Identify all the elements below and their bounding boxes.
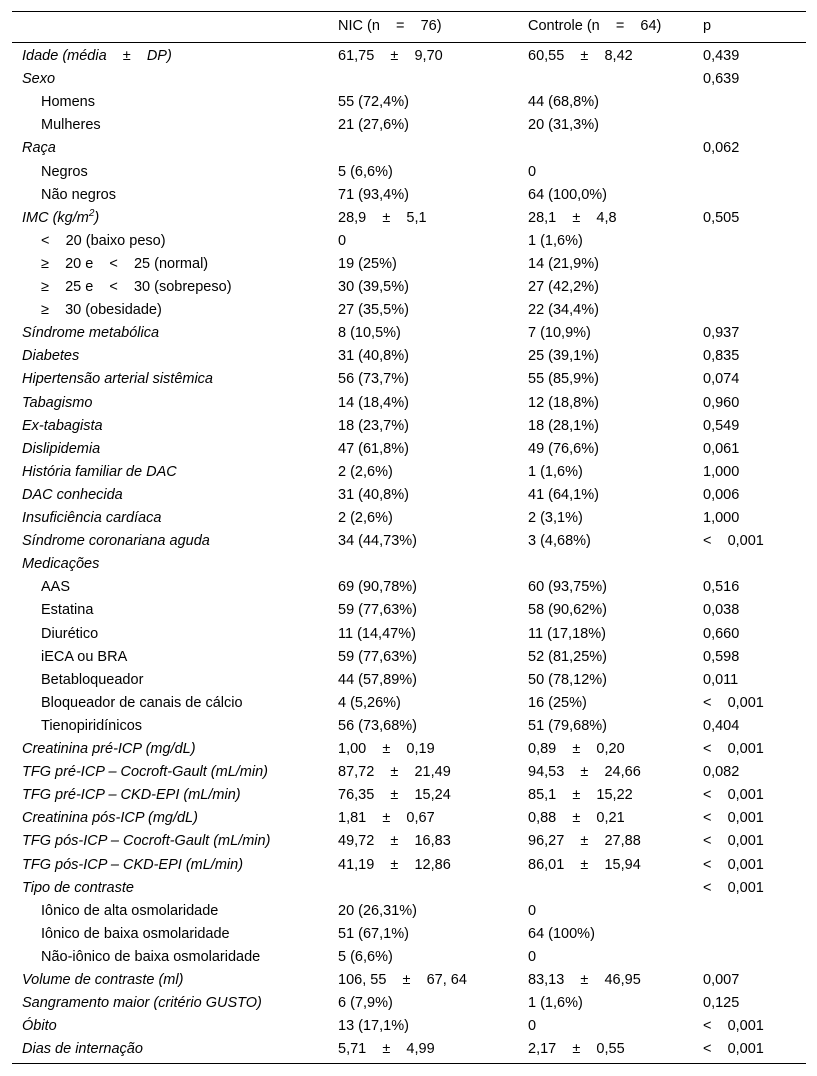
row-p-value: 0,516 bbox=[703, 579, 740, 596]
row-p-value: < 0,001 bbox=[703, 1018, 764, 1035]
header-rule bbox=[12, 42, 806, 43]
row-controle-value: 85,1 ± 15,22 bbox=[528, 787, 633, 804]
row-nic-value: 13 (17,1%) bbox=[338, 1018, 409, 1035]
row-label: Betabloqueador bbox=[41, 671, 144, 688]
row-label: TFG pré-ICP – CKD-EPI (mL/min) bbox=[22, 787, 241, 804]
row-controle-value: 60,55 ± 8,42 bbox=[528, 48, 633, 64]
row-label: Iônico de baixa osmolaridade bbox=[41, 925, 230, 942]
table-row bbox=[12, 322, 806, 345]
table-row bbox=[12, 946, 806, 969]
row-label: Iônico de alta osmolaridade bbox=[41, 902, 219, 919]
row-p-value: < 0,001 bbox=[703, 879, 764, 896]
row-controle-value: 64 (100,0%) bbox=[528, 186, 607, 203]
row-p-value: 0,937 bbox=[703, 325, 740, 342]
table-row bbox=[12, 784, 806, 807]
table-row bbox=[12, 114, 806, 137]
row-nic-value: 20 (26,31%) bbox=[338, 902, 417, 919]
table-row bbox=[12, 345, 806, 368]
row-controle-value: 51 (79,68%) bbox=[528, 717, 607, 734]
row-label: Não-iônico de baixa osmolaridade bbox=[41, 948, 261, 965]
row-controle-value: 18 (28,1%) bbox=[528, 417, 599, 434]
row-label: Tienopiridínicos bbox=[41, 717, 143, 734]
row-label: Óbito bbox=[22, 1018, 57, 1035]
table-row bbox=[12, 461, 806, 484]
table-row bbox=[12, 553, 806, 576]
row-p-value: < 0,001 bbox=[703, 533, 764, 550]
row-nic-value: 19 (25%) bbox=[338, 255, 397, 272]
row-controle-value: 12 (18,8%) bbox=[528, 394, 599, 411]
row-p-value: 0,038 bbox=[703, 602, 740, 619]
row-label: Hipertensão arterial sistêmica bbox=[22, 371, 213, 388]
table-row bbox=[12, 1015, 806, 1038]
row-nic-value: 59 (77,63%) bbox=[338, 602, 417, 619]
row-controle-value: 50 (78,12%) bbox=[528, 671, 607, 688]
row-nic-value: 4 (5,26%) bbox=[338, 694, 401, 711]
row-controle-value: 83,13 ± 46,95 bbox=[528, 972, 641, 988]
row-label: TFG pós-ICP – Cocroft-Gault (mL/min) bbox=[22, 833, 271, 850]
row-controle-value: 0,88 ± 0,21 bbox=[528, 810, 625, 827]
row-nic-value: 61,75 ± 9,70 bbox=[338, 48, 443, 64]
row-nic-value: 30 (39,5%) bbox=[338, 279, 409, 295]
row-p-value: < 0,001 bbox=[703, 856, 764, 873]
row-nic-value: 1,00 ± 0,19 bbox=[338, 741, 435, 757]
row-nic-value: 41,19 ± 12,86 bbox=[338, 856, 451, 873]
row-controle-value: 2,17 ± 0,55 bbox=[528, 1041, 625, 1058]
row-nic-value: 11 (14,47%) bbox=[338, 625, 416, 642]
row-nic-value: 55 (72,4%) bbox=[338, 94, 409, 111]
row-controle-value: 22 (34,4%) bbox=[528, 302, 599, 319]
row-label: Mulheres bbox=[41, 117, 101, 134]
row-p-value: < 0,001 bbox=[703, 694, 764, 711]
row-controle-value: 20 (31,3%) bbox=[528, 117, 599, 134]
row-label: Idade (média ± DP) bbox=[22, 48, 172, 64]
row-label: DAC conhecida bbox=[22, 486, 123, 503]
row-nic-value: 44 (57,89%) bbox=[338, 671, 417, 688]
row-p-value: < 0,001 bbox=[703, 810, 764, 827]
row-label: Medicações bbox=[22, 556, 100, 573]
row-p-value: 0,598 bbox=[703, 648, 740, 665]
table-row bbox=[12, 623, 806, 646]
row-nic-value: 87,72 ± 21,49 bbox=[338, 764, 451, 781]
row-p-value: 1,000 bbox=[703, 510, 740, 526]
row-nic-value: 8 (10,5%) bbox=[338, 325, 401, 342]
row-label: Homens bbox=[41, 94, 95, 111]
row-label: Insuficiência cardíaca bbox=[22, 510, 162, 526]
table-row bbox=[12, 276, 806, 299]
row-nic-value: 5 (6,6%) bbox=[338, 948, 393, 965]
row-label: AAS bbox=[41, 579, 71, 596]
table-row bbox=[12, 761, 806, 784]
row-controle-value: 1 (1,6%) bbox=[528, 463, 583, 480]
row-nic-value: 34 (44,73%) bbox=[338, 533, 417, 550]
row-label: ≥ 20 e < 25 (normal) bbox=[41, 255, 209, 272]
row-p-value: 0,006 bbox=[703, 486, 740, 503]
table-row bbox=[12, 368, 806, 391]
row-p-value: 0,639 bbox=[703, 71, 740, 88]
row-controle-value: 14 (21,9%) bbox=[528, 255, 599, 272]
row-label: Tipo de contraste bbox=[22, 879, 134, 896]
row-nic-value: 2 (2,6%) bbox=[338, 463, 393, 480]
row-nic-value: 51 (67,1%) bbox=[338, 925, 409, 942]
row-nic-value: 47 (61,8%) bbox=[338, 440, 409, 457]
table-row bbox=[12, 715, 806, 738]
header-controle: Controle (n = 64) bbox=[528, 18, 662, 34]
row-nic-value: 5 (6,6%) bbox=[338, 163, 393, 180]
row-controle-value: 11 (17,18%) bbox=[528, 625, 606, 642]
row-p-value: 0,011 bbox=[703, 671, 739, 688]
row-label: Dislipidemia bbox=[22, 440, 101, 457]
row-nic-value: 59 (77,63%) bbox=[338, 648, 417, 665]
table-row bbox=[12, 507, 806, 530]
row-nic-value: 28,9 ± 5,1 bbox=[338, 209, 427, 226]
row-nic-value: 14 (18,4%) bbox=[338, 394, 409, 411]
row-label: Ex-tabagista bbox=[22, 417, 103, 434]
table-row bbox=[12, 45, 806, 68]
table-row bbox=[12, 877, 806, 900]
row-nic-value: 49,72 ± 16,83 bbox=[338, 833, 451, 850]
row-p-value: 0,074 bbox=[703, 371, 740, 388]
table-row bbox=[12, 207, 806, 230]
table-row bbox=[12, 738, 806, 761]
row-label: IMC $(kg/m^2)$ bbox=[22, 207, 100, 226]
row-nic-value: 31 (40,8%) bbox=[338, 348, 409, 365]
table-row bbox=[12, 184, 806, 207]
row-label: < 20 (baixo peso) bbox=[41, 232, 166, 249]
row-label: Creatinina pré-ICP (mg/dL) bbox=[22, 741, 196, 757]
row-nic-value: 21 (27,6%) bbox=[338, 117, 409, 134]
row-p-value: 0,660 bbox=[703, 625, 740, 642]
table-row bbox=[12, 669, 806, 692]
row-p-value: 0,062 bbox=[703, 140, 740, 157]
row-controle-value: 94,53 ± 24,66 bbox=[528, 764, 641, 781]
table-row bbox=[12, 484, 806, 507]
row-nic-value: 18 (23,7%) bbox=[338, 417, 409, 434]
table-row bbox=[12, 830, 806, 853]
row-controle-value: 55 (85,9%) bbox=[528, 371, 599, 388]
table-row bbox=[12, 415, 806, 438]
row-label: Sexo bbox=[22, 71, 56, 88]
row-p-value: 0,835 bbox=[703, 348, 740, 365]
row-label: História familiar de DAC bbox=[22, 463, 177, 480]
row-controle-value: 2 (3,1%) bbox=[528, 510, 583, 526]
row-label: Sangramento maior (critério GUSTO) bbox=[22, 995, 262, 1012]
row-nic-value: 1,81 ± 0,67 bbox=[338, 810, 435, 827]
table-row bbox=[12, 576, 806, 599]
row-nic-value: 56 (73,7%) bbox=[338, 371, 409, 388]
row-p-value: 0,404 bbox=[703, 717, 740, 734]
row-controle-value: 58 (90,62%) bbox=[528, 602, 607, 619]
table-row bbox=[12, 923, 806, 946]
row-label: ≥ 30 (obesidade) bbox=[41, 302, 162, 319]
table-row bbox=[12, 969, 806, 992]
row-nic-value: 69 (90,78%) bbox=[338, 579, 417, 596]
table-row bbox=[12, 253, 806, 276]
table-row bbox=[12, 530, 806, 553]
table-row bbox=[12, 646, 806, 669]
row-p-value: 0,125 bbox=[703, 995, 740, 1012]
table-row bbox=[12, 692, 806, 715]
row-nic-value: 27 (35,5%) bbox=[338, 302, 409, 319]
row-nic-value: 5,71 ± 4,99 bbox=[338, 1041, 435, 1058]
row-label: Negros bbox=[41, 163, 88, 180]
row-controle-value: 16 (25%) bbox=[528, 694, 587, 711]
row-p-value: 0,061 bbox=[703, 440, 740, 457]
row-p-value: < 0,001 bbox=[703, 787, 764, 804]
table-row bbox=[12, 137, 806, 160]
row-label: Síndrome metabólica bbox=[22, 325, 160, 342]
row-controle-value: 41 (64,1%) bbox=[528, 486, 599, 503]
row-nic-value: 2 (2,6%) bbox=[338, 510, 393, 526]
row-nic-value: 56 (73,68%) bbox=[338, 717, 417, 734]
row-label: Creatinina pós-ICP (mg/dL) bbox=[22, 810, 198, 827]
row-nic-value: 71 (93,4%) bbox=[338, 186, 409, 203]
row-controle-value: 25 (39,1%) bbox=[528, 348, 599, 365]
row-label: TFG pré-ICP – Cocroft-Gault (mL/min) bbox=[22, 764, 269, 781]
row-label: Raça bbox=[22, 140, 56, 157]
row-p-value: 0,082 bbox=[703, 764, 740, 781]
row-label: ≥ 25 e < 30 (sobrepeso) bbox=[41, 279, 232, 295]
row-p-value: < 0,001 bbox=[703, 741, 764, 757]
row-controle-value: 1 (1,6%) bbox=[528, 995, 583, 1012]
table-row bbox=[12, 68, 806, 91]
row-p-value: 0,549 bbox=[703, 417, 740, 434]
row-label: Diabetes bbox=[22, 348, 80, 365]
row-controle-value: 28,1 ± 4,8 bbox=[528, 209, 617, 226]
table-row bbox=[12, 161, 806, 184]
table-row bbox=[12, 992, 806, 1015]
row-controle-value: 64 (100%) bbox=[528, 925, 595, 942]
row-label: TFG pós-ICP – CKD-EPI (mL/min) bbox=[22, 856, 244, 873]
row-label: Tabagismo bbox=[22, 394, 93, 411]
table-row bbox=[12, 599, 806, 622]
table-row bbox=[12, 1038, 806, 1061]
table-row bbox=[12, 299, 806, 322]
row-controle-value: 0,89 ± 0,20 bbox=[528, 741, 625, 757]
row-label: Bloqueador de canais de cálcio bbox=[41, 694, 243, 711]
row-controle-value: 3 (4,68%) bbox=[528, 533, 591, 550]
row-label: Diurético bbox=[41, 625, 99, 642]
row-controle-value: 52 (81,25%) bbox=[528, 648, 607, 665]
row-controle-value: 0 bbox=[528, 1018, 537, 1035]
row-controle-value: 0 bbox=[528, 902, 537, 919]
row-nic-value: 0 bbox=[338, 232, 347, 249]
row-controle-value: 49 (76,6%) bbox=[528, 440, 599, 457]
row-p-value: 0,007 bbox=[703, 972, 740, 988]
table-header-row bbox=[12, 15, 806, 38]
row-controle-value: 27 (42,2%) bbox=[528, 279, 599, 295]
row-controle-value: 7 (10,9%) bbox=[528, 325, 591, 342]
row-controle-value: 86,01 ± 15,94 bbox=[528, 856, 641, 873]
row-p-value: 0,960 bbox=[703, 394, 740, 411]
row-label: Dias de internação bbox=[22, 1041, 143, 1058]
table-row bbox=[12, 91, 806, 114]
table-row bbox=[12, 854, 806, 877]
table-row bbox=[12, 230, 806, 253]
row-controle-value: 0 bbox=[528, 948, 537, 965]
row-controle-value: 96,27 ± 27,88 bbox=[528, 833, 641, 850]
row-nic-value: 106, 55 ± 67, 64 bbox=[338, 972, 467, 988]
bottom-rule bbox=[12, 1063, 806, 1064]
header-nic: NIC (n = 76) bbox=[338, 18, 442, 34]
row-controle-value: 1 (1,6%) bbox=[528, 232, 583, 249]
table-row bbox=[12, 392, 806, 415]
top-rule bbox=[12, 11, 806, 12]
row-nic-value: 76,35 ± 15,24 bbox=[338, 787, 451, 804]
row-p-value: < 0,001 bbox=[703, 833, 764, 850]
row-controle-value: 0 bbox=[528, 163, 537, 180]
row-controle-value: 44 (68,8%) bbox=[528, 94, 599, 111]
row-label: Síndrome coronariana aguda bbox=[22, 533, 210, 550]
row-nic-value: 31 (40,8%) bbox=[338, 486, 409, 503]
table-row bbox=[12, 438, 806, 461]
header-p: p bbox=[703, 18, 712, 34]
row-label: Não negros bbox=[41, 186, 116, 203]
row-p-value: < 0,001 bbox=[703, 1041, 764, 1058]
row-label: Volume de contraste (ml) bbox=[22, 972, 184, 988]
row-label: Estatina bbox=[41, 602, 94, 619]
table-row bbox=[12, 807, 806, 830]
row-label: iECA ou BRA bbox=[41, 648, 128, 665]
row-p-value: 1,000 bbox=[703, 463, 740, 480]
row-p-value: 0,505 bbox=[703, 209, 740, 226]
row-p-value: 0,439 bbox=[703, 48, 740, 64]
table-row bbox=[12, 900, 806, 923]
row-nic-value: 6 (7,9%) bbox=[338, 995, 393, 1012]
row-controle-value: 60 (93,75%) bbox=[528, 579, 607, 596]
